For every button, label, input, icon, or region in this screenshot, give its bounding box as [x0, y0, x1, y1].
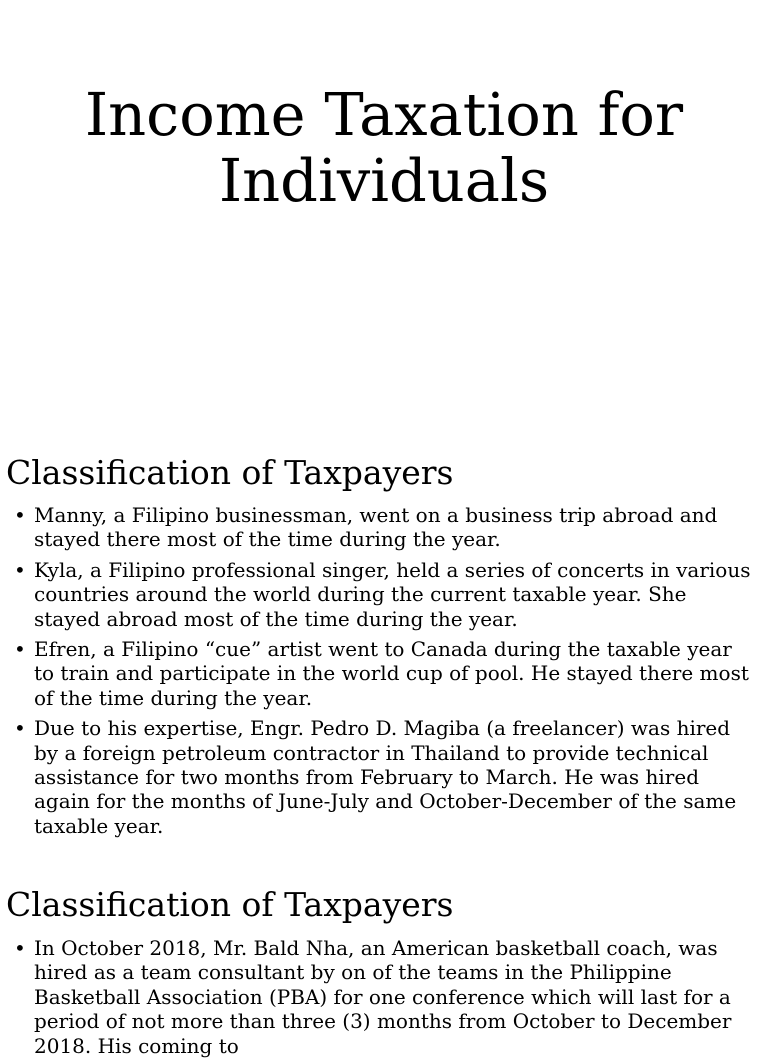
bullet-dot-icon: •	[14, 936, 26, 960]
presentation-title: Income Taxation for Individuals	[84, 80, 684, 215]
bullet-list	[0, 936, 768, 1064]
bullet-item	[0, 558, 768, 631]
bullet-text: Due to his expertise, Engr. Pedro D. Magiba (a freelancer) was hired by a foreign petroleum contractor in Thailand to provide technical assistance for two months from February to March. He was hired again for the months of June-July and October-December of the same taxable year.	[34, 716, 737, 838]
bullet-text: Kyla, a Filipino professional singer, held a series of concerts in various countries around the world during the current taxable year. She stayed abroad most of the time during the year.	[34, 557, 751, 631]
slide-heading: Classification of Taxpayers	[6, 885, 454, 924]
bullet-dot-icon: •	[14, 637, 26, 662]
slide-heading: Classification of Taxpayers	[6, 453, 454, 492]
bullet-list	[0, 503, 768, 844]
slide-title	[0, 0, 768, 432]
bullet-dot-icon: •	[14, 716, 26, 741]
slide-classification-2	[0, 864, 768, 1058]
bullet-dot-icon: •	[14, 503, 26, 527]
bullet-item	[0, 716, 768, 838]
bullet-text: Manny, a Filipino businessman, went on a business trip abroad and stayed there most of the time during the year.	[34, 503, 718, 552]
bullet-item	[0, 637, 768, 710]
bullet-text: Efren, a Filipino “cue” artist went to Canada during the taxable year to train and participate in the world cup of pool. He stayed there most of the time during the year.	[34, 637, 749, 710]
bullet-item	[0, 503, 768, 552]
bullet-text: In October 2018, Mr. Bald Nha, an American basketball coach, was hired as a team consultant by on of the teams in the Philippine Basketball Association (PBA) for one conference which will last for a period of not more than three (3) months from October to December 2018. His coming to	[34, 936, 732, 1058]
bullet-dot-icon: •	[14, 557, 26, 582]
slide-classification-1	[0, 432, 768, 864]
bullet-item	[0, 936, 768, 1058]
